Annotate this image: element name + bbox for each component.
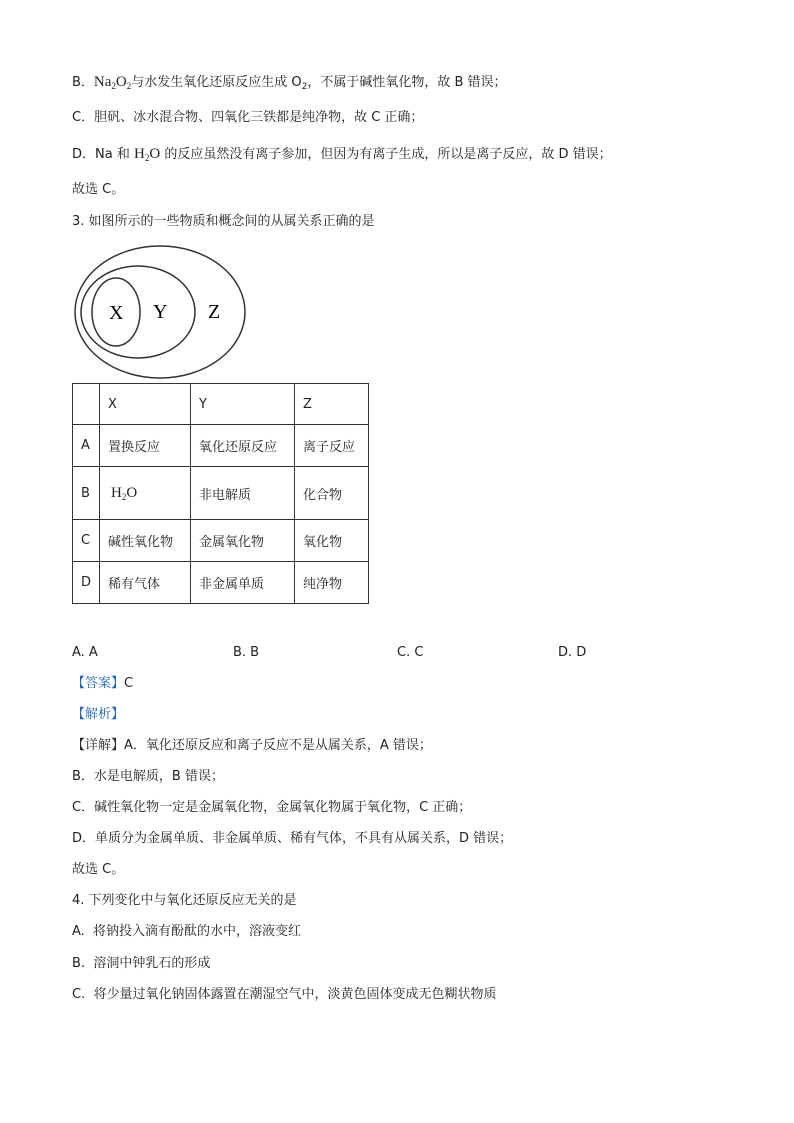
table-row: A 置换反应 氧化还原反应 离子反应: [73, 425, 369, 467]
table-row: D 稀有气体 非金属单质 纯净物: [73, 562, 369, 604]
analysis-line: [72, 705, 124, 725]
venn-label-x: X: [109, 302, 124, 324]
table-row: B $H_2O$ 非电解质 化合物: [73, 467, 369, 520]
q4-option-b: B. 溶洞中钟乳石的形成: [72, 956, 211, 971]
q4-option-c: C. 将少量过氧化钠固体露置在潮湿空气中，淡黄色固体变成无色糊状物质: [72, 987, 497, 1002]
q4-option-a: A. 将钠投入滴有酚酞的水中，溶液变红: [72, 924, 302, 939]
venn-label-z: Z: [208, 301, 221, 323]
detail-a-line: 【详解】A．氧化还原反应和离子反应不是从属关系，A 错误；: [72, 738, 432, 753]
q2-option-d-line: D．Na 和 $H_2O$ 的反应虽然没有离子参加，但因为有离子生成，所以是离子反应，故 D 错误；: [72, 146, 612, 163]
analysis-tag: 【解析】: [72, 707, 125, 722]
choice-a: A. A: [72, 645, 98, 660]
q2-option-b-line: B．$Na_2O_2$与水发生氧化还原反应生成 $O_2$，不属于碱性氧化物，故 B 错误；: [72, 74, 507, 92]
h2o-formula: $H_2O$: [133, 146, 161, 163]
na2o2-formula: $Na_2O_2$: [93, 74, 132, 91]
answer-value: C: [124, 676, 134, 691]
detail-c-line: C．碱性氧化物一定是金属氧化物，金属氧化物属于氧化物，C 正确；: [72, 800, 472, 815]
detail-d-line: D．单质分为金属单质、非金属单质、稀有气体，不具有从属关系，D 错误；: [72, 831, 513, 846]
q2-conclusion: 故选 C。: [72, 182, 125, 197]
answer-line: [72, 674, 133, 694]
q3-conclusion: 故选 C。: [72, 862, 125, 877]
venn-diagram: [72, 243, 248, 381]
choice-d: D. D: [558, 645, 587, 660]
venn-label-y: Y: [153, 301, 168, 323]
q3-stem: 3. 如图所示的一些物质和概念间的从属关系正确的是: [72, 214, 375, 229]
venn-y-ellipse: [81, 266, 195, 358]
table-header-row: X Y Z: [73, 384, 369, 425]
choice-b: B. B: [233, 645, 260, 660]
q4-stem: 4. 下列变化中与氧化还原反应无关的是: [72, 893, 297, 908]
table-row: C 碱性氧化物 金属氧化物 氧化物: [73, 520, 369, 562]
choice-c: C. C: [397, 645, 424, 660]
h2o-formula: $H_2O$: [111, 484, 138, 502]
q2-option-c-line: C．胆矾、冰水混合物、四氧化三铁都是纯净物，故 C 正确；: [72, 110, 424, 125]
detail-tag: 【详解】: [72, 738, 125, 753]
options-table: [72, 383, 369, 604]
detail-b-line: B．水是电解质，B 错误；: [72, 769, 224, 784]
answer-tag: 【答案】: [72, 676, 125, 691]
